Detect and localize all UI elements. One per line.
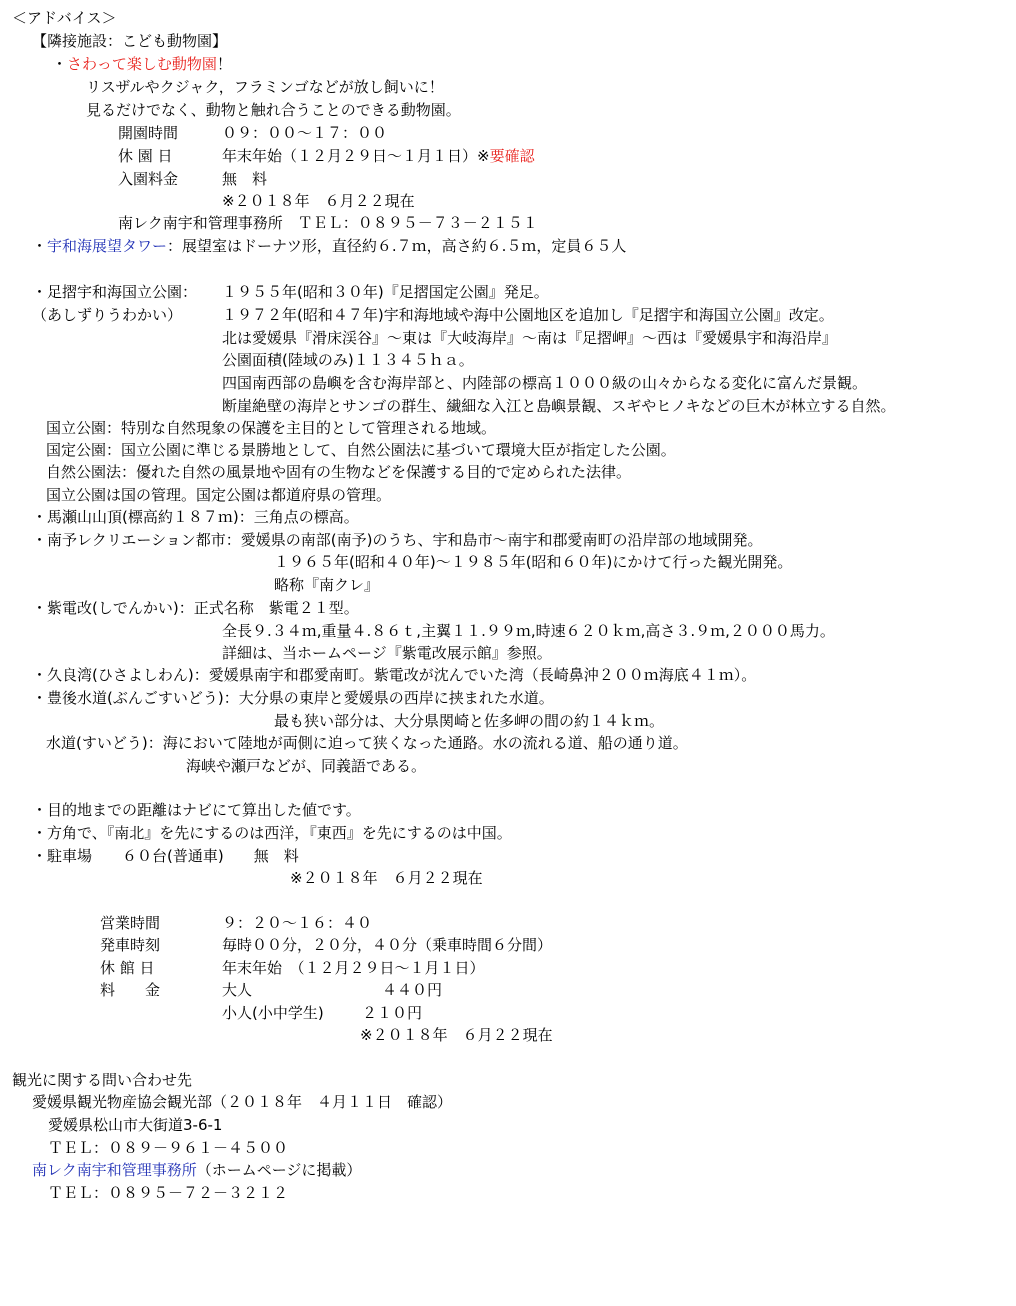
zoo-closed-value: [222, 146, 535, 166]
zoo-fee-value: 無 料: [222, 170, 268, 188]
tower-adult-value: ４４０円: [382, 981, 443, 999]
tower-fee-label: 料 金: [100, 981, 161, 999]
zoo-catch-text: さわって楽しむ動物園: [67, 55, 217, 73]
bungo-line-1: ・豊後水道(ぶんごすいどう)：大分県の東岸と愛媛県の西岸に挟まれた水道。: [32, 689, 554, 707]
note-parking-asof: ※２０１８年 ６月２２現在: [290, 869, 483, 887]
tower-depart-value: 毎時００分，２０分，４０分（乗車時間６分間）: [222, 936, 553, 954]
contact-heading: 観光に関する問い合わせ先: [12, 1071, 193, 1089]
tower-desc: ：展望室はドーナツ形，直径約６.７ｍ，高さ約６.５ｍ，定員６５人: [167, 237, 627, 255]
tower-hours-value: ９：２０～１６：４０: [222, 914, 373, 932]
zoo-fee-label: 入園料金: [118, 170, 179, 188]
zoo-catch: [52, 54, 232, 74]
park-line-3: 北は愛媛県『滑床渓谷』～東は『大岐海岸』～南は『足摺岬』～西は『愛媛県宇和海沿岸』: [222, 329, 838, 347]
zoo-line-1: リスザルやクジャク，フラミンゴなどが放し飼いに！: [86, 78, 444, 96]
shiden-line-2: 全長９.３４ｍ,重量４.８６ｔ,主翼１１.９９ｍ,時速６２０ｋｍ,高さ３.９ｍ,２０００馬力。: [222, 622, 835, 640]
nanyo-line-1: ・南予レクリエーション都市：愛媛県の南部(南予)のうち、宇和島市～南宇和郡愛南町の沿岸部の地域開発。: [32, 531, 763, 549]
def-management: 国立公園は国の管理。国定公園は都道府県の管理。: [46, 486, 392, 504]
tower-child-value: ２１０円: [362, 1004, 423, 1022]
contact-office-note: （ホームページに掲載）: [196, 1161, 362, 1179]
zoo-title: 【隣接施設：こども動物園】: [32, 32, 228, 50]
zoo-line-2: 見るだけでなく、動物と触れ合うことのできる動物園。: [86, 101, 461, 119]
suido-line-2: 海峡や瀬戸などが、同義語である。: [186, 757, 427, 775]
note-distance: ・目的地までの距離はナビにて算出した値です。: [32, 801, 361, 819]
contact-office: [32, 1160, 361, 1180]
tower-asof: ※２０１８年 ６月２２現在: [360, 1026, 553, 1044]
def-law: 自然公園法：優れた自然の風景地や固有の生物などを保護する目的で定められた法律。: [46, 463, 632, 481]
tower-link[interactable]: 宇和海展望タワー: [47, 237, 168, 255]
zoo-closed-label: 休 園 日: [118, 147, 173, 165]
def-national-park: 国立公園：特別な自然現象の保護を主目的として管理される地域。: [46, 419, 497, 437]
tower-line: [32, 236, 626, 256]
nanyo-line-3: 略称『南クレ』: [274, 576, 380, 594]
exclamation: ！: [216, 55, 232, 73]
zoo-hours-value: ０９：００～１７：００: [222, 124, 388, 142]
note-parking: ・駐車場 ６０台(普通車) 無 料: [32, 847, 299, 865]
def-quasi-park: 国定公園：国立公園に準じる景勝地として、自然公園法に基づいて環境大臣が指定した公園。: [46, 441, 676, 459]
mase-line: ・馬瀬山山頂(標高約１８７ｍ)：三角点の標高。: [32, 508, 359, 526]
shiden-line-3: 詳細は、当ホームページ『紫電改展示館』参照。: [222, 644, 552, 662]
nanyo-line-2: １９６５年(昭和４０年)～１９８５年(昭和６０年)にかけて行った観光開発。: [274, 553, 793, 571]
contact-tel: ＴＥＬ：０８９－９６１－４５００: [48, 1139, 289, 1157]
tower-depart-label: 発車時刻: [100, 936, 161, 954]
zoo-hours-label: 開園時間: [118, 124, 179, 142]
note-direction: ・方角で、『南北』を先にするのは西洋，『東西』を先にするのは中国。: [32, 824, 512, 842]
park-reading: （あしずりうわかい）: [32, 306, 183, 324]
park-line-5: 四国南西部の島嶼を含む海岸部と、内陸部の標高１０００級の山々からなる変化に富んだ景観。: [222, 374, 868, 392]
tower-closed-label: 休 館 日: [100, 959, 155, 977]
hisayoshi-line: ・久良湾(ひさよしわん)：愛媛県南宇和郡愛南町。紫電改が沈んでいた湾（長崎鼻沖２００ｍ海底４１ｍ）。: [32, 666, 757, 684]
bullet: ・: [52, 55, 68, 73]
tower-closed-value: 年末年始 （１２月２９日～１月１日）: [222, 959, 485, 977]
park-line-2: １９７２年(昭和４７年)宇和海地域や海中公園地区を追加し『足摺宇和海国立公園』改定。: [222, 306, 834, 324]
zoo-office: 南レク南宇和管理事務所 ＴＥＬ：０８９５－７３－２１５１: [118, 214, 538, 232]
park-line-6: 断崖絶壁の海岸とサンゴの群生、繊細な入江と島嶼景観、スギやヒノキなどの巨木が林立する自然。: [222, 397, 896, 415]
contact-office-tel: ＴＥＬ：０８９５－７２－３２１２: [48, 1184, 289, 1202]
zoo-closed-note: 要確認: [489, 147, 535, 165]
tower-adult-label: 大人: [222, 981, 253, 999]
contact-office-link[interactable]: 南レク南宇和管理事務所: [32, 1161, 197, 1179]
park-line-4: 公園面積(陸域のみ)１１３４５ｈａ。: [222, 351, 474, 369]
bullet: ・: [32, 237, 48, 255]
zoo-closed-text: 年末年始（１２月２９日～１月１日）※: [222, 147, 490, 165]
contact-address: 愛媛県松山市大街道3-6-1: [48, 1116, 223, 1134]
shiden-line-1: ・紫電改(しでんかい)：正式名称 紫電２１型。: [32, 599, 359, 617]
park-label: ・足摺宇和海国立公園：: [32, 283, 198, 301]
tower-hours-label: 営業時間: [100, 914, 161, 932]
contact-org: 愛媛県観光物産協会観光部（２０１８年 ４月１１日 確認）: [32, 1093, 453, 1111]
tower-child-label: 小人(小中学生): [222, 1004, 324, 1022]
advice-heading: ＜アドバイス＞: [12, 9, 117, 27]
park-line-1: １９５５年(昭和３０年)『足摺国定公園』発足。: [222, 283, 549, 301]
zoo-asof: ※２０１８年 ６月２２現在: [222, 192, 415, 210]
bungo-line-2: 最も狭い部分は、大分県関崎と佐多岬の間の約１４ｋｍ。: [274, 712, 665, 730]
suido-line-1: 水道(すいどう)：海において陸地が両側に迫って狭くなった通路。水の流れる道、船の通り道。: [46, 734, 688, 752]
